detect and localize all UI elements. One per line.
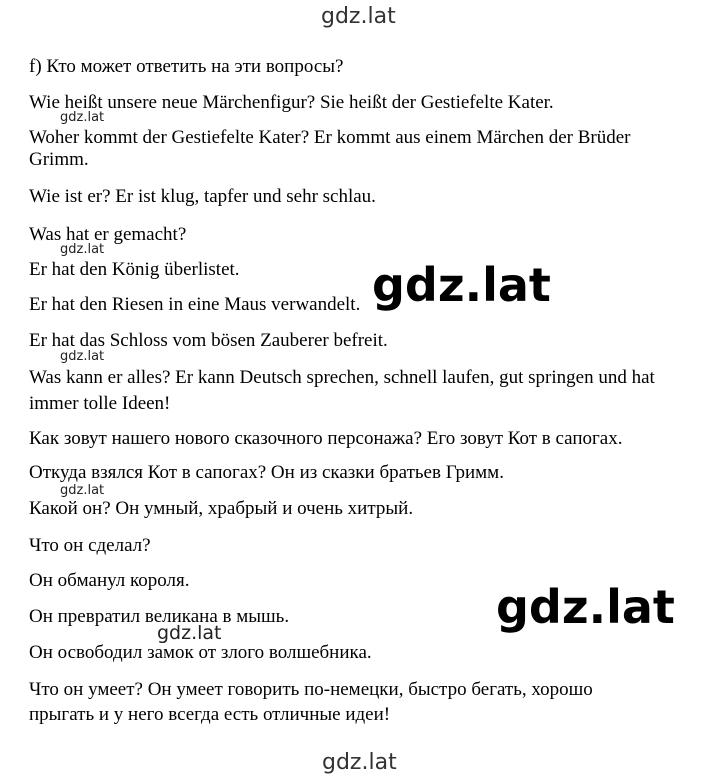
- text-line: Grimm.: [29, 149, 89, 170]
- watermark-mid: gdz.lat: [157, 622, 222, 644]
- text-line: Woher kommt der Gestiefelte Kater? Er kommt aus einem Märchen der Brüder: [29, 127, 631, 148]
- watermark-small: gdz.lat: [60, 110, 105, 125]
- text-line: immer tolle Ideen!: [29, 393, 171, 414]
- watermark-big: gdz.lat: [496, 580, 675, 634]
- text-line: Er hat das Schloss vom bösen Zauberer befreit.: [29, 330, 388, 351]
- text-line: Was hat er gemacht?: [29, 224, 187, 245]
- text-line: Он обманул короля.: [29, 570, 190, 591]
- text-line: Что он умеет? Он умеет говорить по-немецки, быстро бегать, хорошо: [29, 679, 593, 700]
- watermark-top: gdz.lat: [321, 4, 396, 29]
- watermark-small: gdz.lat: [60, 242, 105, 257]
- text-line: Er hat den Riesen in eine Maus verwandelt.: [29, 294, 361, 315]
- watermark-small: gdz.lat: [60, 483, 105, 498]
- text-line: Он превратил великана в мышь.: [29, 606, 290, 627]
- text-line: прыгать и у него всегда есть отличные идеи!: [29, 704, 391, 725]
- text-line: Откуда взялся Кот в сапогах? Он из сказки братьев Гримм.: [29, 462, 504, 483]
- watermark-bottom: gdz.lat: [322, 750, 397, 775]
- heading: f) Кто может ответить на эти вопросы?: [29, 56, 344, 77]
- text-line: Что он сделал?: [29, 535, 151, 556]
- text-line: Какой он? Он умный, храбрый и очень хитрый.: [29, 498, 414, 519]
- watermark-big: gdz.lat: [372, 258, 551, 312]
- text-line: Wie heißt unsere neue Märchenfigur? Sie heißt der Gestiefelte Kater.: [29, 92, 554, 113]
- watermark-small: gdz.lat: [60, 349, 105, 364]
- text-line: Er hat den König überlistet.: [29, 259, 240, 280]
- text-line: Was kann er alles? Er kann Deutsch sprechen, schnell laufen, gut springen und hat: [29, 367, 655, 388]
- text-line: Как зовут нашего нового сказочного персонажа? Его зовут Кот в сапогах.: [29, 428, 623, 449]
- text-line: Wie ist er? Er ist klug, tapfer und sehr schlau.: [29, 186, 376, 207]
- text-line: Он освободил замок от злого волшебника.: [29, 642, 372, 663]
